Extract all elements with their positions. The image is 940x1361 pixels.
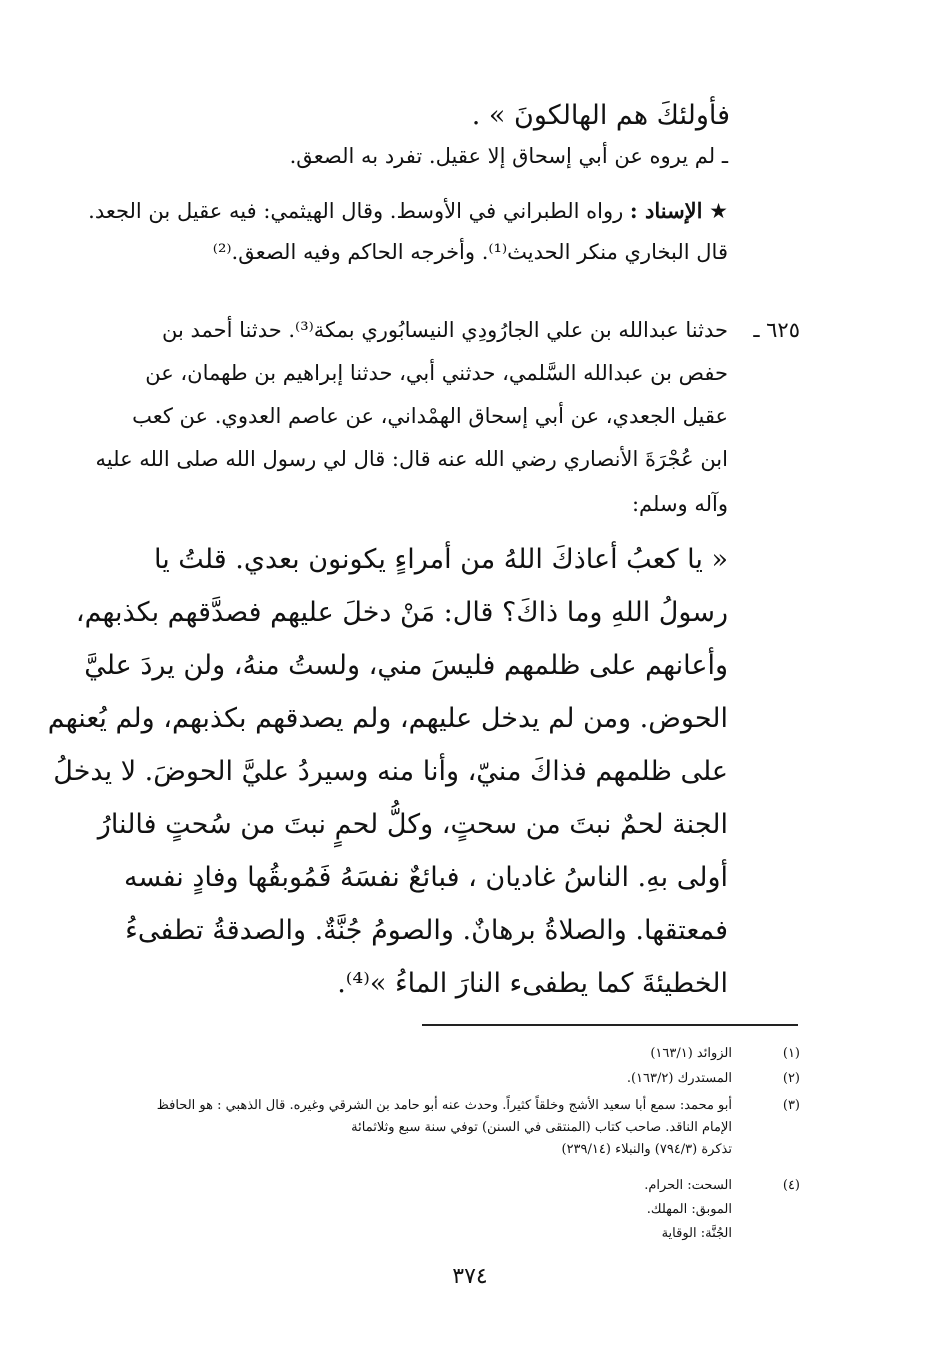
footnote-text: الإمام الناقد. صاحب كتاب (المنتقى في السنن) توفي سنة سبع وثلاثمائة — [351, 1120, 732, 1135]
footnote-text: تذكرة (٧٩٤/٣) والنبلاء (٢٣٩/١٤) — [561, 1142, 732, 1157]
hadith-text-line: الحوض. ومن لم يدخل عليهم، ولم يصدقهم بكذبهم، ولم يُعنهم — [47, 703, 728, 734]
footnote-number: (٢) — [782, 1071, 800, 1086]
page-number: ٣٧٤ — [452, 1264, 488, 1289]
hadith-text-line: على ظلمهم فذاكَ منيّ، وأنا منه وسيردُ عليَّ الحوضَ. لا يدخلُ — [53, 756, 728, 787]
intro-line: فأولئكَ هم الهالكونَ » . — [471, 100, 730, 131]
isnad-line-2: قال البخاري منكر الحديث⁽¹⁾. وأخرجه الحاكم وفيه الصعق.⁽²⁾ — [212, 240, 728, 264]
footnote-number: (٤) — [782, 1178, 800, 1193]
footnote-text: الجُنَّة: الوقاية — [661, 1226, 732, 1241]
intro-note: ـ لم يروه عن أبي إسحاق إلا عقيل. تفرد به الصعق. — [289, 144, 728, 168]
footnote-text: الموبق: المهلك. — [646, 1202, 732, 1217]
hadith-text-line: الخطيئةَ كما يطفىء النارَ الماءُ »⁽⁴⁾. — [337, 968, 728, 999]
star-icon: ★ — [709, 199, 728, 223]
hadith-text-line: وأعانهم على ظلمهم فليسَ مني، ولستُ منهُ، ولن يردَ عليَّ — [84, 650, 728, 681]
hadith-text-line: رسولُ اللهِ وما ذاكَ؟ قال: مَنْ دخلَ عليهم فصدَّقهم بكذبهم، — [75, 597, 728, 628]
footnote-text: الزوائد (١٦٣/١) — [650, 1046, 732, 1061]
hadith-text-line: « يا كعبُ أعاذكَ اللهُ من أمراءٍ يكونون بعدي. قلتُ يا — [153, 544, 728, 575]
chain-line: عقيل الجعدي، عن أبي إسحاق الهمْداني، عن عاصم العدوي. عن كعب — [132, 404, 728, 428]
isnad-text: رواه الطبراني في الأوسط. وقال الهيثمي: فيه عقيل بن الجعد. — [88, 199, 624, 223]
chain-line: حفص بن عبدالله السَّلمي، حدثني أبي، حدثنا إبراهيم بن طهمان، عن — [145, 361, 728, 385]
hadith-text-line: فمعتقها. والصلاةُ برهانٌ. والصومُ جُنَّةٌ. والصدقةُ تطفىءُ — [125, 915, 728, 946]
hadith-number: ٦٢٥ ـ — [753, 318, 800, 342]
footnote-text: المستدرك (١٦٣/٢). — [626, 1071, 732, 1086]
isnad-line-1 — [88, 198, 728, 223]
footnote-separator — [422, 1024, 798, 1026]
hadith-text-line: أولى بهِ. الناسُ غاديان ، فبائعٌ نفسَهُ فَمُوبقُها وفادٍ نفسه — [124, 862, 728, 893]
footnote-number: (٣) — [782, 1098, 800, 1113]
chain-line: حدثنا عبدالله بن علي الجارُودِي النيسابُوري بمكة⁽³⁾. حدثنا أحمد بن — [161, 318, 728, 342]
chain-line: ابن عُجْرَةَ الأنصاري رضي الله عنه قال: قال لي رسول الله صلى الله عليه — [95, 447, 728, 471]
chain-line: وآله وسلم: — [631, 492, 728, 516]
footnote-text: السحت: الحرام. — [644, 1178, 732, 1193]
isnad-label: الإسناد : — [629, 198, 703, 223]
footnote-text: أبو محمد: سمع أبا سعيد الأشج وخلقاً كثيراً. وحدث عنه أبو حامد بن الشرقي وغيره. قال الذهبي : هو الحافظ — [156, 1098, 732, 1113]
footnote-number: (١) — [782, 1046, 800, 1061]
hadith-text-line: الجنة لحمٌ نبتَ من سحتٍ، وكلُّ لحمٍ نبتَ من سُحتٍ فالنارُ — [97, 809, 728, 840]
